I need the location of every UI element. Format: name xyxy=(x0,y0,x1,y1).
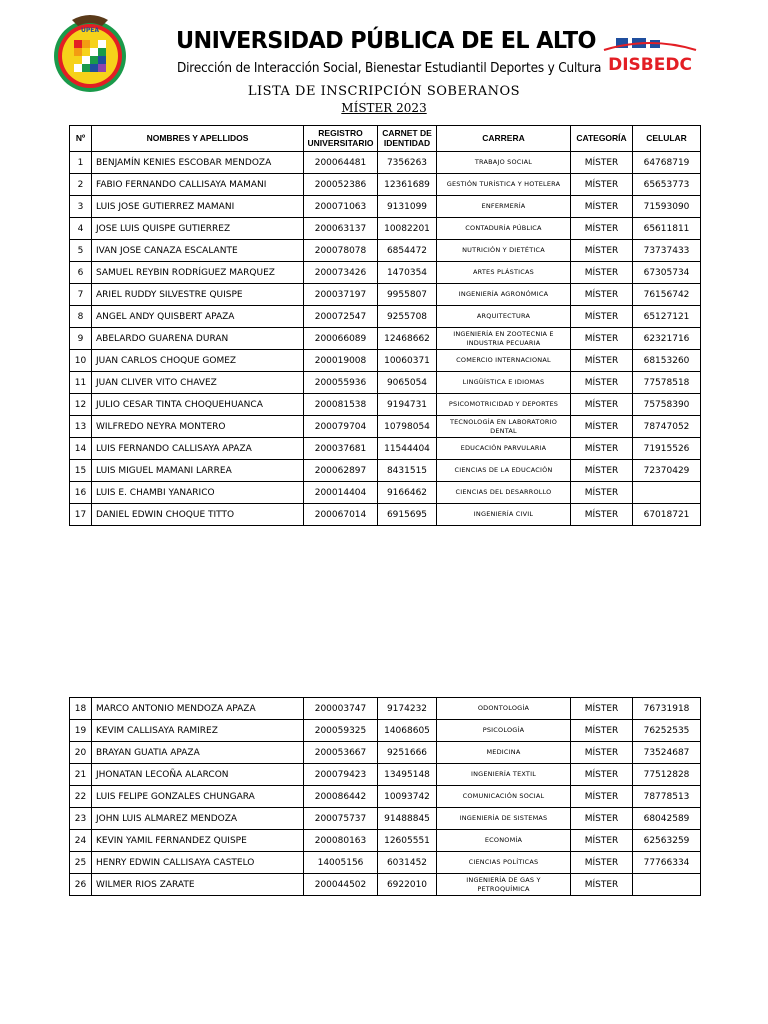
row-number: 24 xyxy=(70,830,92,852)
student-name: LUIS FELIPE GONZALES CHUNGARA xyxy=(92,786,304,808)
id-card-number: 1470354 xyxy=(378,262,437,284)
row-number: 1 xyxy=(70,152,92,174)
career: CIENCIAS POLÍTICAS xyxy=(437,852,571,874)
id-card-number: 9255708 xyxy=(378,306,437,328)
table-row xyxy=(70,504,701,526)
student-name: JOHN LUIS ALMAREZ MENDOZA xyxy=(92,808,304,830)
table-row xyxy=(70,328,701,350)
registration-table-page-1 xyxy=(69,125,701,526)
university-registry: 200053667 xyxy=(304,742,378,764)
id-card-number: 9174232 xyxy=(378,698,437,720)
id-card-number: 13495148 xyxy=(378,764,437,786)
phone-number: 68042589 xyxy=(633,808,701,830)
career: ARTES PLÁSTICAS xyxy=(437,262,571,284)
row-number: 5 xyxy=(70,240,92,262)
id-card-number: 12361689 xyxy=(378,174,437,196)
phone-number: 76252535 xyxy=(633,720,701,742)
phone-number: 65127121 xyxy=(633,306,701,328)
career: INGENIERÍA EN ZOOTECNIA E INDUSTRIA PECUARIA xyxy=(437,328,571,350)
student-name: FABIO FERNANDO CALLISAYA MAMANI xyxy=(92,174,304,196)
career: INGENIERÍA CIVIL xyxy=(437,504,571,526)
phone-number: 68153260 xyxy=(633,350,701,372)
career: NUTRICIÓN Y DIETÉTICA xyxy=(437,240,571,262)
career: TRABAJO SOCIAL xyxy=(437,152,571,174)
id-card-number: 9251666 xyxy=(378,742,437,764)
category: MÍSTER xyxy=(571,742,633,764)
id-card-number: 11544404 xyxy=(378,438,437,460)
category: MÍSTER xyxy=(571,482,633,504)
phone-number: 77578518 xyxy=(633,372,701,394)
id-card-number: 10082201 xyxy=(378,218,437,240)
row-number: 2 xyxy=(70,174,92,196)
row-number: 3 xyxy=(70,196,92,218)
university-registry: 200044502 xyxy=(304,874,378,896)
category: MÍSTER xyxy=(571,416,633,438)
category: MÍSTER xyxy=(571,720,633,742)
id-card-number: 9194731 xyxy=(378,394,437,416)
row-number: 26 xyxy=(70,874,92,896)
student-name: JUAN CARLOS CHOQUE GOMEZ xyxy=(92,350,304,372)
id-card-number: 9131099 xyxy=(378,196,437,218)
table-row xyxy=(70,460,701,482)
row-number: 22 xyxy=(70,786,92,808)
id-card-number: 10060371 xyxy=(378,350,437,372)
registration-table-page-2 xyxy=(69,697,701,896)
phone-number: 67018721 xyxy=(633,504,701,526)
university-registry: 200003747 xyxy=(304,698,378,720)
university-registry: 200063137 xyxy=(304,218,378,240)
university-seal-logo xyxy=(50,12,130,94)
student-name: KEVIN YAMIL FERNANDEZ QUISPE xyxy=(92,830,304,852)
row-number: 12 xyxy=(70,394,92,416)
phone-number xyxy=(633,874,701,896)
university-registry: 200019008 xyxy=(304,350,378,372)
table-row xyxy=(70,284,701,306)
student-name: DANIEL EDWIN CHOQUE TITTO xyxy=(92,504,304,526)
phone-number: 64768719 xyxy=(633,152,701,174)
table-row xyxy=(70,482,701,504)
table-row xyxy=(70,742,701,764)
row-number: 16 xyxy=(70,482,92,504)
career: INGENIERÍA AGRONÓMICA xyxy=(437,284,571,306)
category: MÍSTER xyxy=(571,830,633,852)
phone-number: 75758390 xyxy=(633,394,701,416)
category: MÍSTER xyxy=(571,350,633,372)
row-number: 6 xyxy=(70,262,92,284)
phone-number: 65611811 xyxy=(633,218,701,240)
career: GESTIÓN TURÍSTICA Y HOTELERA xyxy=(437,174,571,196)
id-card-number: 91488845 xyxy=(378,808,437,830)
col-header-career: CARRERA xyxy=(437,126,571,152)
student-name: JULIO CESAR TINTA CHOQUEHUANCA xyxy=(92,394,304,416)
row-number: 10 xyxy=(70,350,92,372)
row-number: 11 xyxy=(70,372,92,394)
row-number: 25 xyxy=(70,852,92,874)
university-registry: 200066089 xyxy=(304,328,378,350)
category: MÍSTER xyxy=(571,372,633,394)
phone-number: 76156742 xyxy=(633,284,701,306)
phone-number xyxy=(633,482,701,504)
id-card-number: 12468662 xyxy=(378,328,437,350)
student-name: JHONATAN LECOÑA ALARCON xyxy=(92,764,304,786)
category: MÍSTER xyxy=(571,306,633,328)
phone-number: 77766334 xyxy=(633,852,701,874)
table-row xyxy=(70,830,701,852)
career: ENFERMERÍA xyxy=(437,196,571,218)
row-number: 8 xyxy=(70,306,92,328)
university-registry: 200079704 xyxy=(304,416,378,438)
table-row xyxy=(70,372,701,394)
id-card-number: 7356263 xyxy=(378,152,437,174)
row-number: 21 xyxy=(70,764,92,786)
career: EDUCACIÓN PARVULARIA xyxy=(437,438,571,460)
category: MÍSTER xyxy=(571,152,633,174)
col-header-phone: CELULAR xyxy=(633,126,701,152)
col-header-name: NOMBRES Y APELLIDOS xyxy=(92,126,304,152)
phone-number: 76731918 xyxy=(633,698,701,720)
student-name: WILMER RIOS ZARATE xyxy=(92,874,304,896)
table-row xyxy=(70,438,701,460)
id-card-number: 8431515 xyxy=(378,460,437,482)
career: COMUNICACIÓN SOCIAL xyxy=(437,786,571,808)
university-registry: 200059325 xyxy=(304,720,378,742)
university-registry: 200037197 xyxy=(304,284,378,306)
university-registry: 200062897 xyxy=(304,460,378,482)
phone-number: 67305734 xyxy=(633,262,701,284)
university-registry: 200073426 xyxy=(304,262,378,284)
table-row xyxy=(70,416,701,438)
university-registry: 200078078 xyxy=(304,240,378,262)
student-name: JUAN CLIVER VITO CHAVEZ xyxy=(92,372,304,394)
student-name: MARCO ANTONIO MENDOZA APAZA xyxy=(92,698,304,720)
university-subtitle: Dirección de Interacción Social, Bienestar Estudiantil Deportes y Cultura xyxy=(177,61,602,76)
table-row xyxy=(70,786,701,808)
row-number: 14 xyxy=(70,438,92,460)
table-row xyxy=(70,152,701,174)
phone-number: 71915526 xyxy=(633,438,701,460)
id-card-number: 6922010 xyxy=(378,874,437,896)
student-name: ABELARDO GUARENA DURAN xyxy=(92,328,304,350)
table-row xyxy=(70,218,701,240)
phone-number: 78778513 xyxy=(633,786,701,808)
table-row xyxy=(70,852,701,874)
id-card-number: 6031452 xyxy=(378,852,437,874)
category: MÍSTER xyxy=(571,874,633,896)
student-name: LUIS E. CHAMBI YANARICO xyxy=(92,482,304,504)
category: MÍSTER xyxy=(571,698,633,720)
career: PSICOMOTRICIDAD Y DEPORTES xyxy=(437,394,571,416)
id-card-number: 9166462 xyxy=(378,482,437,504)
category: MÍSTER xyxy=(571,504,633,526)
category: MÍSTER xyxy=(571,240,633,262)
career: ODONTOLOGÍA xyxy=(437,698,571,720)
svg-text:UPEA: UPEA xyxy=(80,27,100,34)
row-number: 18 xyxy=(70,698,92,720)
career: ARQUITECTURA xyxy=(437,306,571,328)
table-row xyxy=(70,262,701,284)
col-header-category: CATEGORÍA xyxy=(571,126,633,152)
university-registry: 200081538 xyxy=(304,394,378,416)
id-card-number: 6854472 xyxy=(378,240,437,262)
phone-number: 78747052 xyxy=(633,416,701,438)
career: PSICOLOGÍA xyxy=(437,720,571,742)
university-title: UNIVERSIDAD PÚBLICA DE EL ALTO xyxy=(176,28,596,54)
student-name: LUIS FERNANDO CALLISAYA APAZA xyxy=(92,438,304,460)
student-name: JOSE LUIS QUISPE GUTIERREZ xyxy=(92,218,304,240)
student-name: BRAYAN GUATIA APAZA xyxy=(92,742,304,764)
category: MÍSTER xyxy=(571,394,633,416)
table-row xyxy=(70,196,701,218)
row-number: 9 xyxy=(70,328,92,350)
career: LINGÜÍSTICA E IDIOMAS xyxy=(437,372,571,394)
id-card-number: 14068605 xyxy=(378,720,437,742)
phone-number: 65653773 xyxy=(633,174,701,196)
col-header-registry: REGISTRO UNIVERSITARIO xyxy=(304,126,378,152)
category: MÍSTER xyxy=(571,218,633,240)
list-subtitle: MÍSTER 2023 xyxy=(341,101,427,115)
phone-number: 62321716 xyxy=(633,328,701,350)
category: MÍSTER xyxy=(571,284,633,306)
phone-number: 77512828 xyxy=(633,764,701,786)
row-number: 23 xyxy=(70,808,92,830)
university-registry: 200080163 xyxy=(304,830,378,852)
university-registry: 200079423 xyxy=(304,764,378,786)
student-name: LUIS MIGUEL MAMANI LARREA xyxy=(92,460,304,482)
table-row xyxy=(70,874,701,896)
row-number: 4 xyxy=(70,218,92,240)
university-registry: 200067014 xyxy=(304,504,378,526)
row-number: 17 xyxy=(70,504,92,526)
phone-number: 72370429 xyxy=(633,460,701,482)
phone-number: 71593090 xyxy=(633,196,701,218)
phone-number: 73524687 xyxy=(633,742,701,764)
university-registry: 200014404 xyxy=(304,482,378,504)
row-number: 13 xyxy=(70,416,92,438)
career: MEDICINA xyxy=(437,742,571,764)
university-registry: 200072547 xyxy=(304,306,378,328)
table-row xyxy=(70,240,701,262)
category: MÍSTER xyxy=(571,764,633,786)
col-header-id-card: CARNET DE IDENTIDAD xyxy=(378,126,437,152)
table-row xyxy=(70,764,701,786)
table-row xyxy=(70,808,701,830)
category: MÍSTER xyxy=(571,174,633,196)
row-number: 20 xyxy=(70,742,92,764)
student-name: ANGEL ANDY QUISBERT APAZA xyxy=(92,306,304,328)
table-row xyxy=(70,720,701,742)
table-row xyxy=(70,306,701,328)
category: MÍSTER xyxy=(571,808,633,830)
disbedc-logo xyxy=(600,36,700,78)
id-card-number: 9955807 xyxy=(378,284,437,306)
career: CIENCIAS DEL DESARROLLO xyxy=(437,482,571,504)
student-name: WILFREDO NEYRA MONTERO xyxy=(92,416,304,438)
table-row xyxy=(70,174,701,196)
table-row xyxy=(70,350,701,372)
list-title: LISTA DE INSCRIPCIÓN SOBERANOS xyxy=(247,84,521,99)
student-name: HENRY EDWIN CALLISAYA CASTELO xyxy=(92,852,304,874)
category: MÍSTER xyxy=(571,460,633,482)
university-registry: 200052386 xyxy=(304,174,378,196)
id-card-number: 6915695 xyxy=(378,504,437,526)
university-registry: 200075737 xyxy=(304,808,378,830)
career: CIENCIAS DE LA EDUCACIÓN xyxy=(437,460,571,482)
career: ECONOMÍA xyxy=(437,830,571,852)
student-name: LUIS JOSE GUTIERREZ MAMANI xyxy=(92,196,304,218)
id-card-number: 10798054 xyxy=(378,416,437,438)
row-number: 15 xyxy=(70,460,92,482)
student-name: KEVIM CALLISAYA RAMIREZ xyxy=(92,720,304,742)
university-registry: 14005156 xyxy=(304,852,378,874)
university-registry: 200037681 xyxy=(304,438,378,460)
table-row xyxy=(70,394,701,416)
career: TECNOLOGÍA EN LABORATORIO DENTAL xyxy=(437,416,571,438)
career: CONTADURÍA PÚBLICA xyxy=(437,218,571,240)
category: MÍSTER xyxy=(571,262,633,284)
id-card-number: 10093742 xyxy=(378,786,437,808)
table-row xyxy=(70,698,701,720)
svg-text:DISBEDC: DISBEDC xyxy=(608,55,692,75)
student-name: IVAN JOSE CANAZA ESCALANTE xyxy=(92,240,304,262)
col-header-number: Nº xyxy=(70,126,92,152)
phone-number: 62563259 xyxy=(633,830,701,852)
row-number: 19 xyxy=(70,720,92,742)
university-registry: 200064481 xyxy=(304,152,378,174)
category: MÍSTER xyxy=(571,438,633,460)
phone-number: 73737433 xyxy=(633,240,701,262)
university-registry: 200071063 xyxy=(304,196,378,218)
category: MÍSTER xyxy=(571,196,633,218)
career: INGENIERÍA DE SISTEMAS xyxy=(437,808,571,830)
career: COMERCIO INTERNACIONAL xyxy=(437,350,571,372)
student-name: SAMUEL REYBIN RODRÍGUEZ MARQUEZ xyxy=(92,262,304,284)
student-name: BENJAMÍN KENIES ESCOBAR MENDOZA xyxy=(92,152,304,174)
id-card-number: 9065054 xyxy=(378,372,437,394)
row-number: 7 xyxy=(70,284,92,306)
table-header-row xyxy=(70,126,701,152)
career: INGENIERÍA TEXTIL xyxy=(437,764,571,786)
university-registry: 200086442 xyxy=(304,786,378,808)
category: MÍSTER xyxy=(571,852,633,874)
career: INGENIERÍA DE GAS Y PETROQUÍMICA xyxy=(437,874,571,896)
university-registry: 200055936 xyxy=(304,372,378,394)
category: MÍSTER xyxy=(571,328,633,350)
category: MÍSTER xyxy=(571,786,633,808)
id-card-number: 12605551 xyxy=(378,830,437,852)
student-name: ARIEL RUDDY SILVESTRE QUISPE xyxy=(92,284,304,306)
